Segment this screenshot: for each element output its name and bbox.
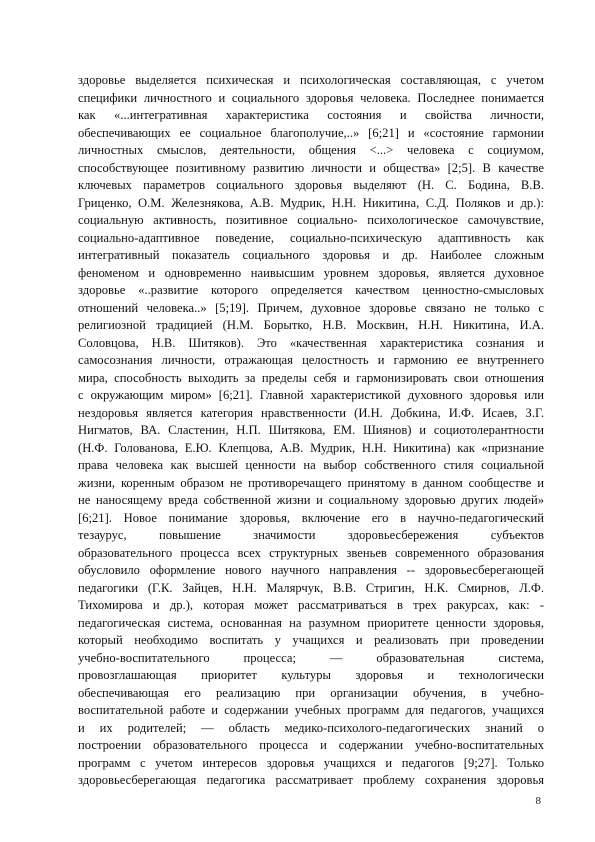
text-line: Нигматов, ВА. Сластенин, Н.П. Шитякова, ЕМ. Шиянов) и социотолерантности (78, 423, 544, 437)
text-line: (Н.Ф. Голованова, Е.Ю. Клепцова, А.В. Мудрик, Н.Н. Никитина) как «признание (78, 440, 544, 455)
text-line: программ с учетом интересов здоровья учащихся и педагогов [9;27]. Только (78, 755, 544, 770)
text-line: мира, способность выходить за пределы себя и гармонизировать свои отношения (78, 370, 544, 385)
text-line: учебно-воспитательного процесса; — образовательная система, (78, 650, 544, 665)
text-line: провозглашающая приоритет культуры здоровья и технологически (78, 668, 544, 682)
text-line: Гриценко, О.М. Железнякова, А.В. Мудрик, Н.Н. Никитина, С.Д. Поляков и др.): (78, 195, 544, 210)
text-line: тезаурус, повышение значимости здоровьесбережения субъектов (78, 528, 544, 542)
text-line: социально-адаптивное поведение, социально-психическую адаптивность как (78, 230, 544, 245)
text-line: здоровье «..развитие которого определяется качеством ценностно-смысловых (78, 283, 544, 297)
text-line: здоровьесберегающая педагогика рассматривает проблему сохранения здоровья (78, 773, 544, 787)
text-line: воспитательной работе и содержании учебных программ для педагогов, учащихся (78, 703, 544, 717)
text-line: права человека как высшей ценности на выбор собственного стиля социальной (78, 458, 544, 472)
text-line: религиозной традицией (Н.М. Борытко, Н.В. Москвин, Н.Н. Никитина, И.А. (78, 318, 544, 332)
text-line: личностных смыслов, деятельности, общения <...> человека с социумом, (78, 143, 544, 157)
text-line: специфики личностного и социального здоровья человека. Последнее понимается (78, 90, 544, 105)
text-line: и их родителей; — область медико-психолого-педагогических знаний о (78, 720, 544, 735)
text-line: как «...интегративная характеристика состояния и свойства личности, (78, 108, 544, 122)
text-line: Соловцова, Н.В. Шитяков). Это «качественная характеристика сознания и (78, 335, 544, 350)
text-line: с окружающим миром» [6;21]. Главной характеристикой духовного здоровья или (78, 388, 544, 402)
text-line: способствующее позитивному развитию личности и общества» [2;5]. В качестве (78, 160, 544, 175)
text-line: самосознания личности, отражающая целостность и гармонию ее внутреннего (78, 353, 544, 367)
text-line: педагогическая система, основанная на разумном приоритете ценности здоровья, (78, 615, 544, 630)
text-line: Тихомирова и др.), которая может рассматриваться в трех ракурсах, как: - (78, 598, 544, 612)
text-line: построении образовательного процесса и содержании учебно-воспитательных (78, 738, 544, 752)
text-line: который необходимо воспитать у учащихся и реализовать при проведении (78, 633, 544, 647)
text-line: жизни, коренным образом не противоречащего принятому в данном сообществе и (78, 475, 544, 490)
text-line: не наносящему вреда собственной жизни и социальному здоровью других людей» (78, 493, 544, 507)
text-line: обусловило оформление нового научного направления -- здоровьесберегающей (78, 563, 544, 577)
text-line: отношений человека..» [5;19]. Причем, духовное здоровье связано не только с (78, 300, 544, 315)
text-line: социальную активность, позитивное социально- психологическое самочувствие, (78, 213, 544, 227)
text-line: феноменом и одновременно наивысшим уровнем здоровья, является духовное (78, 265, 544, 280)
body-text (78, 72, 544, 790)
text-line: ключевых параметров социального здоровья выделяют (Н. С. Бодина, В.В. (78, 178, 544, 192)
text-line: педагогики (Г.К. Зайцев, Н.Н. Малярчук, В.В. Стригин, Н.К. Смирнов, Л.Ф. (78, 580, 544, 595)
text-line: нездоровья является категория нравственности (И.Н. Добкина, И.Ф. Исаев, З.Г. (78, 405, 544, 420)
text-line: здоровье выделяется психическая и психологическая составляющая, с учетом (78, 73, 544, 87)
text-line: обеспечивающая его реализацию при организации обучения, в учебно- (78, 685, 544, 700)
text-line: образовательного процесса всех структурных звеньев современного образования (78, 545, 544, 560)
text-line: интегративный показатель социального здоровья и др. Наиболее сложным (78, 248, 544, 262)
text-line: обеспечивающих ее социальное благополучие,..» [6;21] и «состояние гармонии (78, 125, 544, 140)
text-line: [6;21]. Новое понимание здоровья, включение его в научно-педагогический (78, 510, 544, 525)
page-number: 8 (535, 795, 541, 807)
